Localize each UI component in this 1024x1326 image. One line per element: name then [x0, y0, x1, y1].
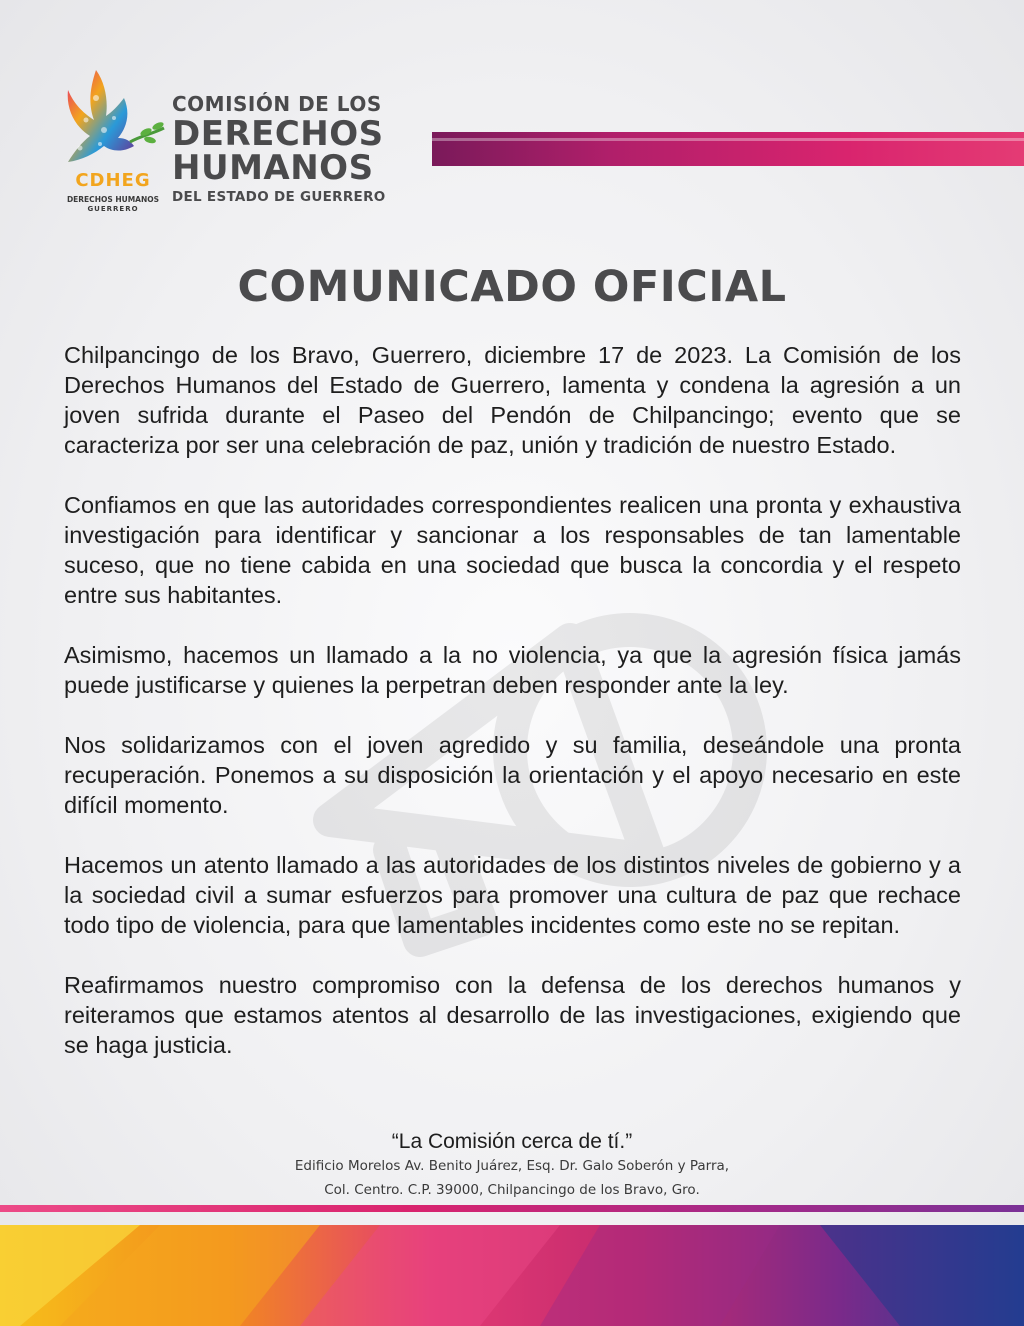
page-title: COMUNICADO OFICIAL: [237, 262, 787, 312]
logo-acronym: CDHEG: [75, 170, 151, 191]
paragraph-6: Reafirmamos nuestro compromiso con la defensa de los derechos humanos y reiteramos que estamos atentos al desarrollo de las investigaciones, exigiendo que se haga justicia.: [64, 972, 961, 1058]
paragraph-1: Chilpancingo de los Bravo, Guerrero, diciembre 17 de 2023. La Comisión de los Derechos Humanos del Estado de Guerrero, lamenta y condena la agresión a un joven sufrida durante el Paseo del Pendón de Chilpancingo; evento que se caracteriza por ser una celebración de paz, unión y tradición de nuestro Estado.: [64, 342, 961, 458]
header-decorative-bar: [432, 132, 1024, 166]
logo-subtitle: DERECHOS HUMANOS: [66, 195, 160, 204]
paragraph-4: Nos solidarizamos con el joven agredido y su familia, deseándole una pronta recuperación. Ponemos a su disposición la orientación y el apoyo necesario en este difícil momento.: [64, 732, 961, 818]
footer-address-line1: Edificio Morelos Av. Benito Juárez, Esq. Dr. Galo Soberón y Parra,: [294, 1158, 730, 1174]
communique-body: [64, 340, 961, 1090]
paragraph-3: Asimismo, hacemos un llamado a la no violencia, ya que la agresión física jamás puede justificarse y quienes la perpetran deben responder ante la ley.: [64, 642, 961, 698]
org-name-line1: COMISIÓN DE LOS: [172, 92, 382, 116]
footer-slogan: “La Comisión cerca de tí.”: [391, 1130, 633, 1153]
paragraph-2: Confiamos en que las autoridades correspondientes realicen una pronta y exhaustiva investigación para identificar y sancionar a los responsables de tan lamentable suceso, que no tiene cabida en una sociedad que busca la concordia y el respeto entre sus habitantes.: [64, 492, 961, 608]
logo-subtitle-state: GUERRERO: [87, 205, 139, 213]
org-name-line2: DERECHOS: [172, 114, 384, 154]
org-name-line4: DEL ESTADO DE GUERRERO: [172, 189, 386, 205]
footer-decorative-band: [0, 1225, 1024, 1326]
org-name-line3: HUMANOS: [172, 148, 374, 188]
paragraph-5: Hacemos un atento llamado a las autoridades de los distintos niveles de gobierno y a la sociedad civil a sumar esfuerzos para promover una cultura de paz que rechace todo tipo de violencia, para que lamentables incidentes como este no se repitan.: [64, 852, 961, 938]
footer-address-line2: Col. Centro. C.P. 39000, Chilpancingo de los Bravo, Gro.: [324, 1182, 700, 1198]
footer-decorative-line: [0, 1205, 1024, 1212]
